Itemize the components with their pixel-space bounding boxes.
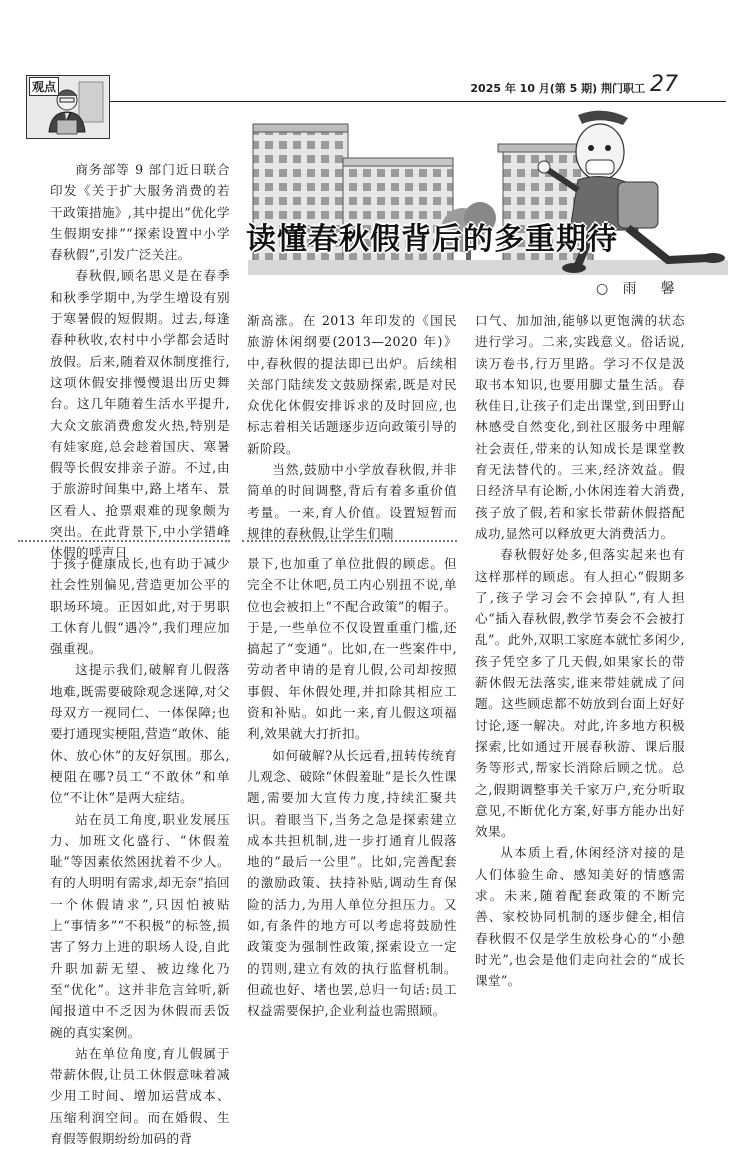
paragraph: 景下,也加重了单位批假的顾虑。但完全不让休吧,员工内心别扭不说,单位也会被扣上“不配合政策”的帽子。于是,一些单位不仅设置重重门槛,还搞起了“变通”。比如,在一些案件中,劳动者申请的是育儿假,公司却按照事假、年休假处理,并扣除其相应工资和补贴。如此一来,育儿假这项福利,效果就大打折扣。 (247, 556, 457, 742)
issue-info: 2025 年 10 月(第 5 期) 荆门职工 (470, 82, 645, 95)
paragraph: 站在单位角度,育儿假属于带薪休假,让员工休假意味着减少用工时间、增加运营成本、压缩利润空间。而在婚假、生育假等假期纷纷加码的背 (50, 1045, 230, 1147)
article-column-3 (475, 310, 685, 992)
paragraph: 如何破解?从长远看,扭转传统育儿观念、破除“休假羞耻”是长久性课题,需要加大宣传力度,持续汇聚共识。着眼当下,当务之急是探索建立成本共担机制,进一步打通育儿假落地的“最后一公里”。比如,完善配套的激励政策、扶持补贴,调动生育保险的活力,为用人单位分担压力。又如,有条件的地方可以考虑将鼓励性政策变为强制性政策,探索设立一定的罚则,建立有效的执行监督机制。但疏也好、堵也罢,总归一句话:员工权益需要保护,企业利益也需照顾。 (247, 747, 457, 1019)
paragraph: 春秋假,顾名思义是在春季和秋季学期中,为学生增设有别于寒暑假的短假期。过去,每逢春种秋收,农村中小学都会适时放假。后来,随着双休制度推行,这项休假安排慢慢退出历史舞台。这几年随着生活水平提升,大众文旅消费愈发火热,特别是有娃家庭,总会趁着国庆、寒暑假等长假安排亲子游。不过,由于旅游时间集中,路上堵车、景区看人、抢票艰难的现象颇为突出。在此背景下,中小学错峰休假的呼声日 (50, 268, 230, 561)
article-column-2 (247, 310, 457, 544)
article-author: ○ 雨 馨 (596, 281, 680, 297)
paragraph: 商务部等 9 部门近日联合印发《关于扩大服务消费的若干政策措施》,其中提出“优化学生假期安排”“探索设置中小学春秋假”,引发广泛关注。 (50, 162, 230, 263)
paragraph: 口气、加加油,能够以更饱满的状态进行学习。二来,实践意义。俗话说,读万卷书,行万里路。学习不仅是汲取书本知识,也要用脚丈量生活。春秋佳日,让孩子们走出课堂,到田野山林感受自然变化,到社区服务中理解社会责任,带来的认知成长是课堂教育无法替代的。三来,经济效益。假日经济早有论断,小休闲连着大消费,孩子放了假,若和家长带薪休假搭配成功,显然可以释放更大消费活力。 (475, 313, 685, 541)
page-number: 27 (650, 72, 678, 97)
paragraph: 当然,鼓励中小学放春秋假,并非简单的时间调整,背后有着多重价值考量。一来,育人价值。设置短暂而规律的春秋假,让学生们喘 (247, 462, 457, 541)
paragraph: 站在员工角度,职业发展压力、加班文化盛行、“休假羞耻”等因素依然困扰着不少人。有的人明明有需求,却无奈“掐回一个休假请求”,只因怕被贴上“事情多”“不积极”的标签,损害了努力上进的职场人设,自此升职加薪无望、被边缘化乃至“优化”。这并非危言耸听,新闻报道中不乏因为休假而丢饭碗的真实案例。 (50, 811, 230, 1040)
section-badge (26, 75, 110, 139)
section-divider (242, 540, 457, 542)
paragraph: 渐高涨。在 2013 年印发的《国民旅游休闲纲要(2013—2020 年)》中,春秋假的提法即已出炉。后续相关部门陆续发文鼓励探索,既是对民众优化休假安排诉求的及时回应,也标志着相关话题逐步迈向政策引导的新阶段。 (247, 313, 457, 456)
section-label: 观点 (29, 77, 59, 96)
section-divider (18, 540, 230, 542)
header-rule (110, 101, 726, 102)
paragraph: 这提示我们,破解育儿假落地难,既需要破除观念迷障,对父母双方一视同仁、一体保障;也要打通现实梗阻,营造“敢休、能休、放心休”的友好氛围。那么,梗阻在哪?员工“不敢休”和单位“不让休”是两大症结。 (50, 662, 230, 806)
paragraph: 从本质上看,休闲经济对接的是人们体验生命、感知美好的情感需求。未来,随着配套政策的不断完善、家校协同机制的逐步健全,相信春秋假不仅是学生放松身心的“小憩时光”,也会是他们走向社会的“成长课堂”。 (475, 845, 685, 989)
article-column-1 (50, 159, 230, 564)
article-title: 读懂春秋假背后的多重期待 (246, 222, 618, 257)
paragraph: 春秋假好处多,但落实起来也有这样那样的顾虑。有人担心“假期多了,孩子学习会不会掉队”,有人担心“插入春秋假,教学节奏会不会被打乱”。此外,双职工家庭本就忙多闲少,孩子凭空多了几天假,如果家长的带薪休假无法落实,谁来带娃就成了问题。这些顾虑都不妨放到台面上好好讨论,逐一解决。对此,许多地方积极探索,比如通过开展春秋游、课后服务等形式,帮家长消除后顾之忧。总之,假期调整事关千家万户,充分听取意见,不断优化方案,好事方能办出好效果。 (475, 547, 685, 840)
paragraph: 于孩子健康成长,也有助于减少社会性别偏见,营造更加公平的职场环境。正因如此,对于男职工休育儿假“遇冷”,我们理应加强重视。 (50, 556, 230, 657)
lower-article-column-2 (247, 553, 457, 1022)
